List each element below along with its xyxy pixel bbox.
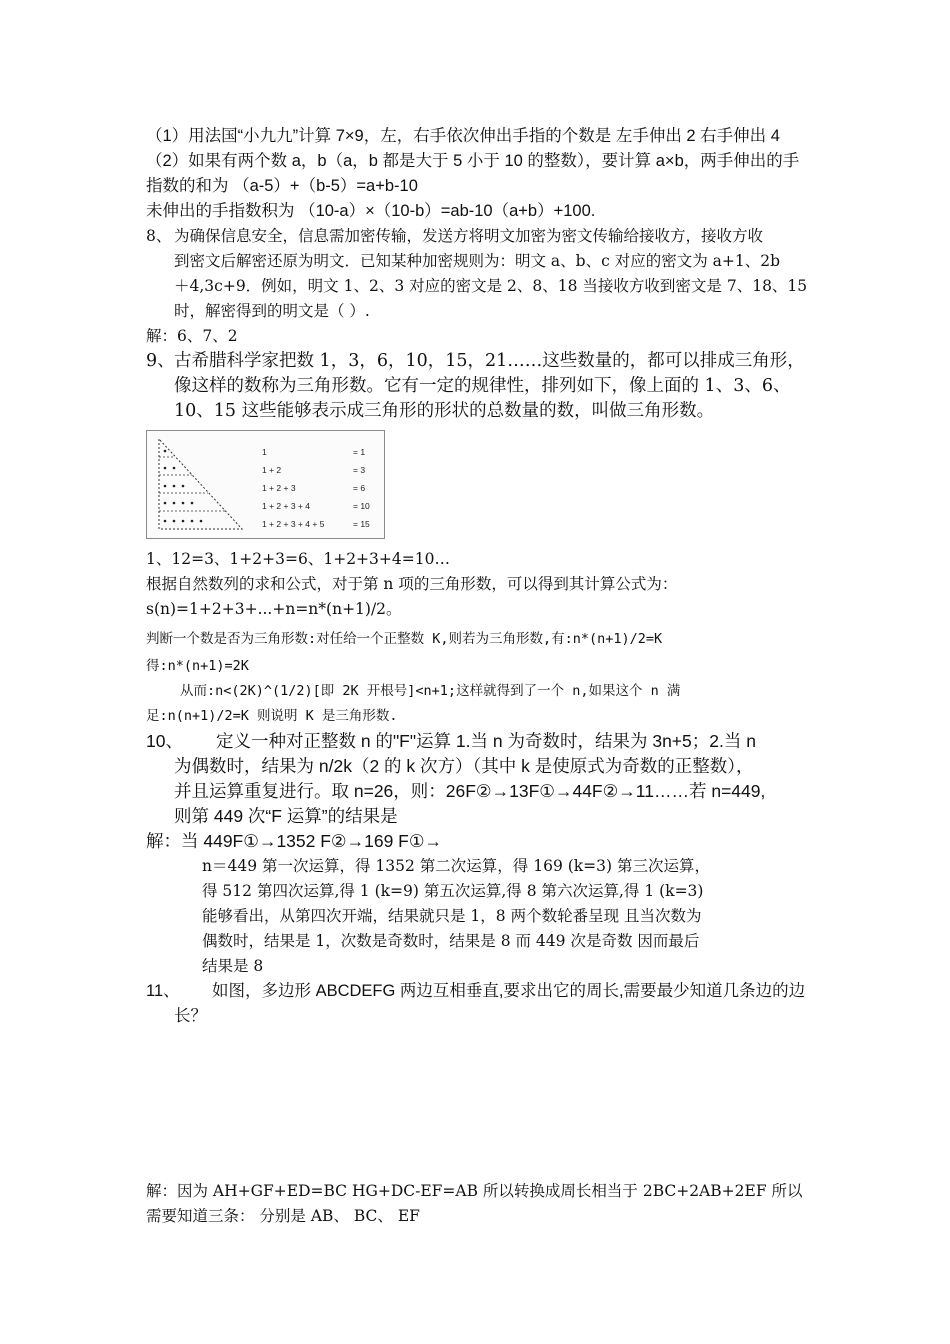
triangle-result: = 1: [353, 447, 366, 457]
triangle-sum: 1 + 2 + 3 + 4 + 5: [262, 519, 325, 529]
question-10-text: 并且运算重复进行。取 n=26，则：26F②→13F①→44F②→11……若 n=449,: [174, 781, 766, 801]
question-11-text: 长？: [174, 1007, 207, 1025]
question-9-text: 像这样的数称为三角形数。它有一定的规律性，排列如下，像上面的 1、3、6、: [174, 376, 791, 396]
triangle-sum: 1 + 2 + 3: [262, 483, 296, 493]
question-10-text: 则第 449 次“F 运算”的结果是: [174, 806, 398, 826]
triangle-result: = 3: [353, 465, 366, 475]
question-9-text: 古希腊科学家把数 1，3，6，10，15，21……这些数量的，都可以排成三角形，: [174, 351, 805, 371]
triangle-result: = 15: [353, 519, 370, 529]
question-10-solution: n＝449 第一次运算，得 1352 第二次运算，得 169 (k=3) 第三次运算，: [202, 857, 710, 875]
text-line: 指数的和为 （a-5）+（b-5）=a+b-10: [146, 177, 418, 195]
question-9-answer: 1、12=3、1+2+3=6、1+2+3+4=10…: [146, 550, 450, 568]
triangle-sum: 1 + 2 + 3 + 4: [262, 501, 310, 511]
text-line: （2）如果有两个数 a，b（a，b 都是大于 5 小于 10 的整数），要计算 a×b，两手伸出的手: [146, 152, 800, 170]
triangle-sum: 1 + 2: [262, 465, 282, 475]
question-9-answer: 得:n*(n+1)=2K: [146, 658, 249, 674]
question-10-text: 为偶数时，结果为 n/2k（2 的 k 次方）（其中 k 是使原式为奇数的正整数），: [174, 756, 754, 776]
triangle-result: = 10: [353, 501, 370, 511]
question-11-answer: 解：因为 AH+GF+ED=BC HG+DC-EF=AB 所以转换成周长相当于 2BC+2AB+2EF 所以: [146, 1182, 803, 1200]
question-9-answer: 从而:n<(2K)^(1/2)[即 2K 开根号]<n+1;这样就得到了一个 n,如果这个 n 满: [180, 683, 681, 699]
text-line: （1）用法国“小九九”计算 7×9，左，右手依次伸出手指的个数是 左手伸出 2 右手伸出 4: [146, 127, 780, 145]
question-10-number: 10、: [146, 731, 183, 751]
question-8-text: 到密文后解密还原为明文．已知某种加密规则为：明文 a、b、c 对应的密文为 a+1、2b: [174, 252, 781, 270]
question-10-solution: 解：当 449F①→1352 F②→169 F①→: [146, 831, 443, 851]
triangle-result: = 6: [353, 483, 366, 493]
question-10-solution: 得 512 第四次运算,得 1 (k=9) 第五次运算,得 8 第六次运算,得 1 (k=3): [202, 882, 704, 900]
question-9-answer: s(n)=1+2+3+...+n=n*(n+1)/2。: [146, 600, 402, 618]
question-9-answer: 根据自然数列的求和公式，对于第 n 项的三角形数，可以得到其计算公式为：: [146, 575, 678, 593]
question-9-answer: 足:n(n+1)/2=K 则说明 K 是三角形数.: [146, 708, 398, 724]
question-9-answer: 判断一个数是否为三角形数:对任给一个正整数 K,则若为三角形数,有:n*(n+1)/2=K: [146, 631, 663, 647]
question-8-text: 为确保信息安全，信息需加密传输，发送方将明文加密为密文传输给接收方，接收方收: [174, 227, 764, 245]
question-10-solution: 偶数时，结果是 1，次数是奇数时，结果是 8 而 449 次是奇数 因而最后: [202, 932, 700, 950]
question-8-answer: 解：6、7、2: [146, 327, 238, 345]
question-8-text: ＋4,3c+9．例如，明文 1、2、3 对应的密文是 2、8、18 当接收方收到密文是 7、18、15: [174, 277, 808, 295]
question-9-text: 10、15 这些能够表示成三角形的形状的总数量的数，叫做三角形数。: [174, 401, 715, 421]
question-11-text: 如图，多边形 ABCDEFG 两边互相垂直,要求出它的周长,需要最少知道几条边的边: [212, 982, 806, 1000]
text-line: 未伸出的手指数积为 （10-a）×（10-b）=ab-10（a+b）+100.: [146, 202, 596, 220]
question-10-text: 定义一种对正整数 n 的"F"运算 1.当 n 为奇数时，结果为 3n+5；2.当 n: [216, 731, 756, 751]
question-8-number: 8、: [146, 227, 172, 245]
question-11-number: 11、: [146, 982, 180, 1000]
question-10-solution: 结果是 8: [202, 957, 264, 975]
triangle-sum: 1: [262, 447, 267, 457]
question-9-number: 9、: [146, 351, 175, 371]
triangle-numbers-figure: [146, 430, 385, 539]
question-10-solution: 能够看出，从第四次开端，结果就只是 1，8 两个数轮番呈现 且当次数为: [202, 907, 702, 925]
question-8-text: 时，解密得到的明文是（ ）.: [174, 302, 370, 320]
question-11-answer: 需要知道三条： 分别是 AB、 BC、 EF: [146, 1207, 420, 1225]
